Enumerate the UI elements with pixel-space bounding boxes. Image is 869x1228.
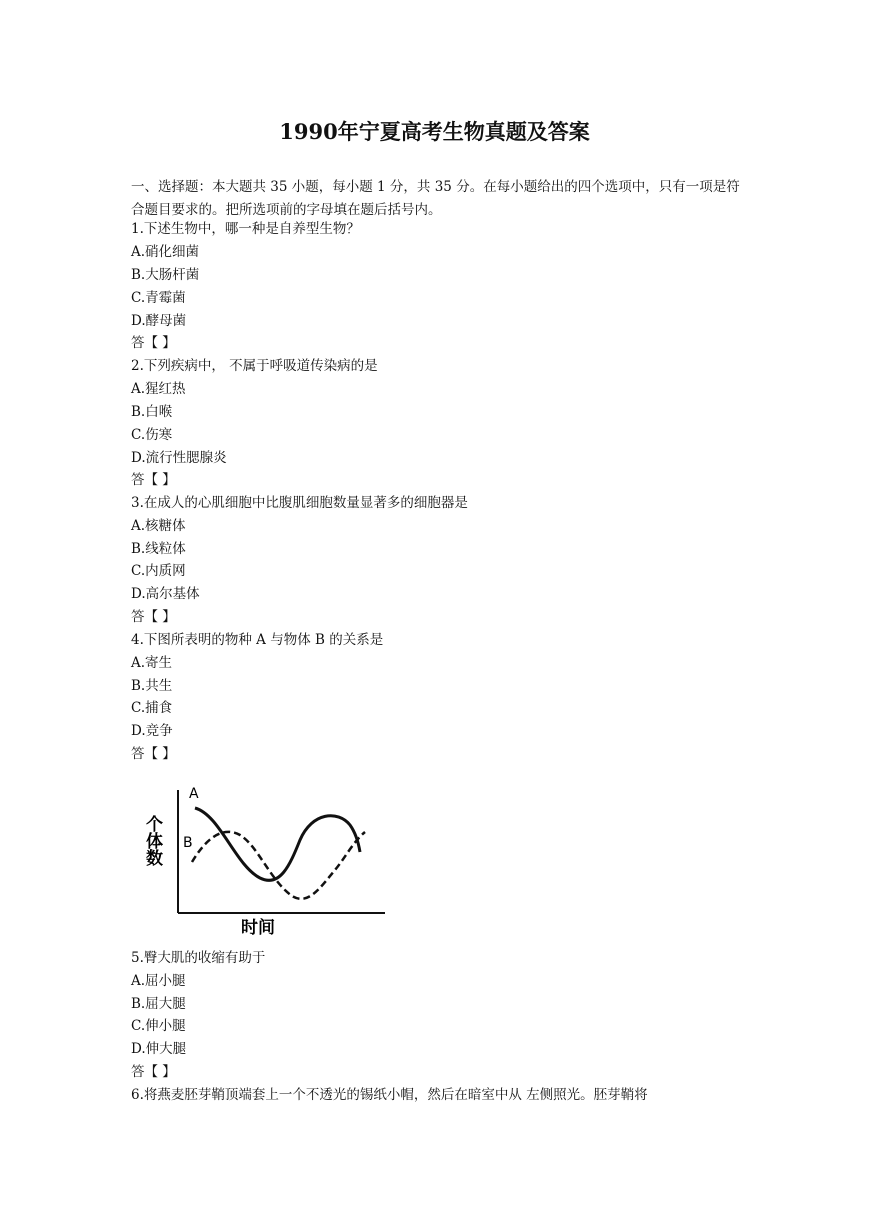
question-2-stem: 2.下列疾病中， 不属于呼吸道传染病的是 — [131, 358, 378, 374]
question-2-answer: 答【 】 — [131, 472, 176, 488]
question-3-option-a: A.核糖体 — [131, 518, 186, 534]
question-1-option-d: D.酵母菌 — [131, 313, 187, 329]
question-6-stem: 6.将燕麦胚芽鞘顶端套上一个不透光的锡纸小帽，然后在暗室中从 左侧照光。胚芽鞘将 — [131, 1087, 648, 1103]
question-3-stem: 3.在成人的心肌细胞中比腹肌细胞数量显著多的细胞器是 — [131, 495, 468, 511]
question-5-option-a: A.屈小腿 — [131, 973, 186, 989]
question-4-option-c: C.捕食 — [131, 700, 173, 716]
question-1-stem: 1.下述生物中，哪一种是自养型生物？ — [131, 221, 360, 237]
y-axis-label: 个体数 — [142, 815, 162, 866]
question-1-option-a: A.硝化细菌 — [131, 244, 200, 260]
question-3-option-c: C.内质网 — [131, 563, 186, 579]
question-4-answer: 答【 】 — [131, 746, 176, 762]
question-2-option-c: C.伤寒 — [131, 427, 173, 443]
page-title: 1990年宁夏高考生物真题及答案 — [279, 119, 590, 144]
question-1-option-b: B.大肠杆菌 — [131, 267, 200, 283]
question-4-stem: 4.下图所表明的物种 A 与物体 B 的关系是 — [131, 632, 384, 648]
question-5-option-c: C.伸小腿 — [131, 1018, 186, 1034]
question-5-answer: 答【 】 — [131, 1064, 176, 1080]
x-axis-label: 时间 — [241, 918, 275, 938]
series-b-label: B — [183, 835, 193, 851]
question-3-option-b: B.线粒体 — [131, 541, 186, 557]
question-5-option-d: D.伸大腿 — [131, 1041, 187, 1057]
series-a-curve — [195, 808, 360, 880]
question-5-option-b: B.屈大腿 — [131, 996, 186, 1012]
question-1-answer: 答【 】 — [131, 335, 176, 351]
question-3-option-d: D.高尔基体 — [131, 586, 200, 602]
question-4-option-b: B.共生 — [131, 678, 173, 694]
series-b-curve — [192, 832, 365, 899]
question-2-option-a: A.猩红热 — [131, 381, 186, 397]
question-4-option-d: D.竞争 — [131, 723, 173, 739]
question-1-option-c: C.青霉菌 — [131, 290, 186, 306]
question-3-answer: 答【 】 — [131, 609, 176, 625]
population-figure — [140, 770, 400, 940]
question-2-option-d: D.流行性腮腺炎 — [131, 450, 227, 466]
series-a-label: A — [189, 786, 199, 802]
question-2-option-b: B.白喉 — [131, 404, 173, 420]
question-4-option-a: A.寄生 — [131, 655, 173, 671]
section-instructions: 一、选择题：本大题共 35 小题，每小题 1 分，共 35 分。在每小题给出的四个选项中，只有一项是符合题目要求的。把所选项前的字母填在题后括号内。 — [131, 179, 740, 218]
question-5-stem: 5.臀大肌的收缩有助于 — [131, 950, 266, 966]
